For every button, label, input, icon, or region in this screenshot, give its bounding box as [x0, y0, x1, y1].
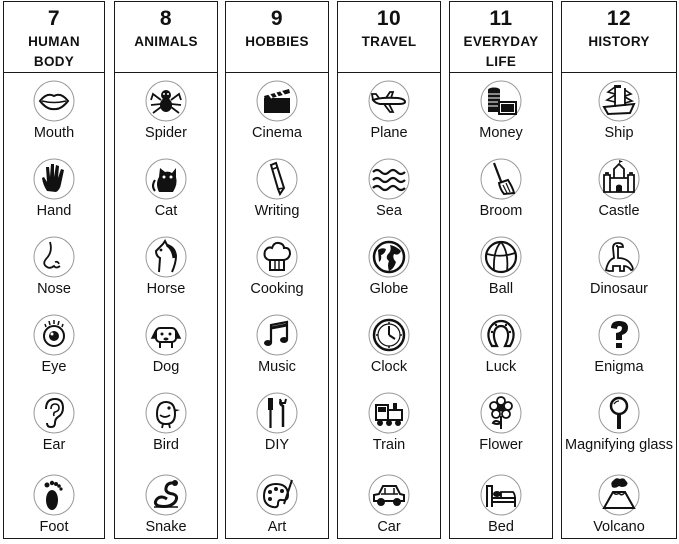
car-icon: [368, 474, 410, 516]
cat-icon: [145, 158, 187, 200]
column-header: [450, 2, 552, 73]
horse-icon: [145, 236, 187, 278]
item-label: DIY: [264, 437, 290, 453]
item-label: Ship: [604, 125, 634, 141]
column-7: [3, 1, 105, 539]
money-icon: [480, 80, 522, 122]
column-9: [225, 1, 329, 539]
list-item-music: [226, 314, 328, 384]
bird-icon: [145, 392, 187, 434]
list-item-dog: [115, 314, 217, 384]
column-number: 12: [606, 7, 632, 30]
list-item-car: [338, 474, 440, 544]
list-item-spider: [115, 80, 217, 150]
chef-hat-icon: [256, 236, 298, 278]
item-label: Train: [372, 437, 406, 453]
column-number: 7: [47, 7, 61, 30]
pencil-icon: [256, 158, 298, 200]
item-label: Hand: [36, 203, 72, 219]
item-label: Enigma: [594, 359, 644, 375]
list-item-globe: [338, 236, 440, 306]
list-item-enigma: [562, 314, 676, 384]
item-label: Volcano: [593, 519, 645, 535]
spider-icon: [145, 80, 187, 122]
item-label: Bed: [488, 519, 514, 535]
item-label: Flower: [479, 437, 523, 453]
list-item-volcano: [562, 474, 676, 544]
column-number: 10: [376, 7, 402, 30]
flower-icon: [480, 392, 522, 434]
list-item-plane: [338, 80, 440, 150]
item-label: Mouth: [33, 125, 75, 141]
list-item-clock: [338, 314, 440, 384]
foot-icon: [33, 474, 75, 516]
item-label: Cooking: [250, 281, 304, 297]
column-header: [562, 2, 676, 73]
item-label: Ear: [42, 437, 66, 453]
column-number: 8: [159, 7, 173, 30]
column-header: [226, 2, 328, 73]
item-label: Dinosaur: [589, 281, 649, 297]
dinosaur-icon: [598, 236, 640, 278]
horseshoe-icon: [480, 314, 522, 356]
bed-icon: [480, 474, 522, 516]
broom-icon: [480, 158, 522, 200]
snake-icon: [145, 474, 187, 516]
list-item-magnifying-glass: [562, 392, 676, 462]
list-item-nose: [4, 236, 104, 306]
list-item-ball: [450, 236, 552, 306]
train-icon: [368, 392, 410, 434]
item-label: Luck: [485, 359, 517, 375]
item-label: Plane: [370, 125, 408, 141]
hand-icon: [33, 158, 75, 200]
column-title-line-1: ANIMALS: [134, 34, 198, 49]
item-label: Nose: [37, 281, 71, 297]
item-label: Car: [377, 519, 401, 535]
globe-icon: [368, 236, 410, 278]
list-item-ship: [562, 80, 676, 150]
list-item-cat: [115, 158, 217, 228]
list-item-money: [450, 80, 552, 150]
list-item-flower: [450, 392, 552, 462]
item-label: Sea: [376, 203, 402, 219]
list-item-castle: [562, 158, 676, 228]
list-item-art: [226, 474, 328, 544]
item-label: Ball: [488, 281, 514, 297]
ear-icon: [33, 392, 75, 434]
column-11: [449, 1, 553, 539]
item-label: Foot: [39, 519, 69, 535]
item-label: Bird: [153, 437, 179, 453]
item-label: Snake: [145, 519, 187, 535]
column-12: [561, 1, 677, 539]
item-label: Writing: [254, 203, 300, 219]
item-label: Globe: [369, 281, 409, 297]
column-header: [4, 2, 104, 73]
item-label: Music: [258, 359, 296, 375]
column-number: 9: [270, 7, 284, 30]
column-title-line-1: EVERYDAY: [463, 34, 539, 49]
list-item-mouth: [4, 80, 104, 150]
column-number: 11: [489, 7, 513, 30]
item-label: Cat: [154, 203, 178, 219]
dog-icon: [145, 314, 187, 356]
question-mark-icon: [598, 314, 640, 356]
list-item-bird: [115, 392, 217, 462]
volcano-icon: [598, 474, 640, 516]
list-item-foot: [4, 474, 104, 544]
column-header: [338, 2, 440, 73]
item-label: Money: [479, 125, 523, 141]
list-item-dinosaur: [562, 236, 676, 306]
list-item-writing: [226, 158, 328, 228]
column-title-line-1: HUMAN: [28, 34, 80, 49]
mouth-icon: [33, 80, 75, 122]
item-label: Dog: [152, 359, 180, 375]
ship-icon: [598, 80, 640, 122]
item-label: Eye: [41, 359, 67, 375]
music-note-icon: [256, 314, 298, 356]
tools-icon: [256, 392, 298, 434]
magnifying-glass-icon: [598, 392, 640, 434]
list-item-horse: [115, 236, 217, 306]
column-header: [115, 2, 217, 73]
item-label: Horse: [146, 281, 186, 297]
list-item-cinema: [226, 80, 328, 150]
plane-icon: [368, 80, 410, 122]
clapperboard-icon: [256, 80, 298, 122]
column-title-line-2: LIFE: [485, 54, 517, 69]
column-title-line-1: TRAVEL: [361, 34, 417, 49]
list-item-train: [338, 392, 440, 462]
list-item-eye: [4, 314, 104, 384]
list-item-ear: [4, 392, 104, 462]
column-8: [114, 1, 218, 539]
castle-icon: [598, 158, 640, 200]
clock-icon: [368, 314, 410, 356]
list-item-diy: [226, 392, 328, 462]
list-item-cooking: [226, 236, 328, 306]
column-title-line-2: BODY: [33, 54, 75, 69]
column-10: [337, 1, 441, 539]
list-item-sea: [338, 158, 440, 228]
waves-icon: [368, 158, 410, 200]
item-label: Cinema: [252, 125, 302, 141]
item-label: Spider: [145, 125, 187, 141]
palette-icon: [256, 474, 298, 516]
item-label: Magnifying glass: [565, 437, 673, 453]
list-item-bed: [450, 474, 552, 544]
list-item-hand: [4, 158, 104, 228]
item-label: Clock: [370, 359, 408, 375]
item-label: Broom: [479, 203, 523, 219]
eye-icon: [33, 314, 75, 356]
list-item-luck: [450, 314, 552, 384]
list-item-snake: [115, 474, 217, 544]
item-label: Castle: [598, 203, 640, 219]
column-title-line-1: HOBBIES: [245, 34, 309, 49]
item-label: Art: [267, 519, 287, 535]
list-item-broom: [450, 158, 552, 228]
ball-icon: [480, 236, 522, 278]
column-title-line-1: HISTORY: [588, 34, 650, 49]
nose-icon: [33, 236, 75, 278]
